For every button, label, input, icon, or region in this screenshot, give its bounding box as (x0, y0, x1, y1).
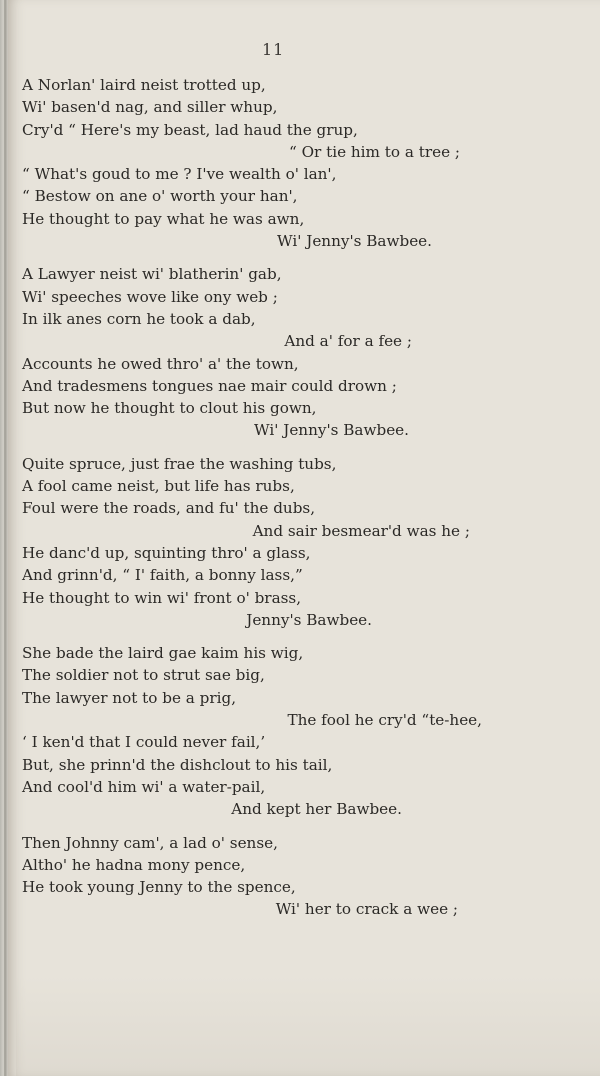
verse-line: He thought to pay what he was awn, (22, 209, 305, 228)
stanza (22, 832, 482, 921)
stanza (22, 263, 482, 441)
verse-line: “ Bestow on ane o' worth your han', (22, 187, 298, 206)
verse-line: She bade the laird gae kaim his wig, (22, 644, 304, 663)
verse-line: ‘ I ken'd that I could never fail,’ (22, 733, 266, 752)
verse-line: Accounts he owed thro' a' the town, (22, 354, 299, 373)
stanza (22, 453, 482, 631)
verse-line: The soldier not to strut sae big, (22, 666, 265, 685)
stanza (22, 74, 482, 252)
verse-line: Then Johnny cam', a lad o' sense, (22, 833, 278, 852)
verse-line: And cool'd him wi' a water-pail, (22, 777, 266, 796)
verse-line: Wi' speeches wove like ony web ; (22, 287, 278, 306)
page-shadow (16, 975, 600, 1076)
verse-line: “ What's goud to me ? I've wealth o' lan', (22, 165, 337, 184)
refrain-line: And a' for a fee ; (284, 332, 412, 351)
book-gutter (0, 0, 8, 1076)
stanza (22, 642, 482, 820)
refrain-line: And kept her Bawbee. (231, 800, 402, 819)
refrain-line: The fool he cry'd “te-hee, (287, 711, 482, 730)
verse-line: A fool came neist, but life has rubs, (22, 477, 295, 496)
verse-line: The lawyer not to be a prig, (22, 688, 237, 707)
verse-line: He thought to win wi' front o' brass, (22, 588, 302, 607)
verse-line: In ilk anes corn he took a dab, (22, 309, 256, 328)
refrain-line: Wi' Jenny's Bawbee. (277, 232, 432, 251)
verse-line: A Lawyer neist wi' blatherin' gab, (22, 265, 282, 284)
refrain-line: Jenny's Bawbee. (246, 610, 372, 629)
refrain-line: “ Or tie him to a tree ; (288, 142, 460, 161)
verse-line: Wi' basen'd nag, and siller whup, (22, 98, 278, 117)
verse-line: Quite spruce, just frae the washing tubs, (22, 454, 337, 473)
refrain-line: And sair besmear'd was he ; (252, 521, 470, 540)
verse-line: Foul were the roads, and fu' the dubs, (22, 499, 316, 518)
verse-line: And tradesmens tongues nae mair could drown ; (22, 376, 397, 395)
page-number: 11 (262, 40, 285, 59)
refrain-line: Wi' Jenny's Bawbee. (254, 421, 409, 440)
verse-line: Cry'd “ Here's my beast, lad haud the grup, (22, 120, 358, 139)
verse-line: Altho' he hadna mony pence, (22, 855, 246, 874)
verse-line: But now he thought to clout his gown, (22, 399, 317, 418)
verse-line: A Norlan' laird neist trotted up, (22, 76, 266, 94)
poem-text (22, 74, 482, 932)
refrain-line: Wi' her to crack a wee ; (275, 900, 458, 919)
verse-line: He danc'd up, squinting thro' a glass, (22, 543, 311, 562)
verse-line: And grinn'd, “ I' faith, a bonny lass,” (22, 566, 303, 585)
verse-line: He took young Jenny to the spence, (22, 878, 296, 897)
verse-line: But, she prinn'd the dishclout to his tail, (22, 755, 333, 774)
